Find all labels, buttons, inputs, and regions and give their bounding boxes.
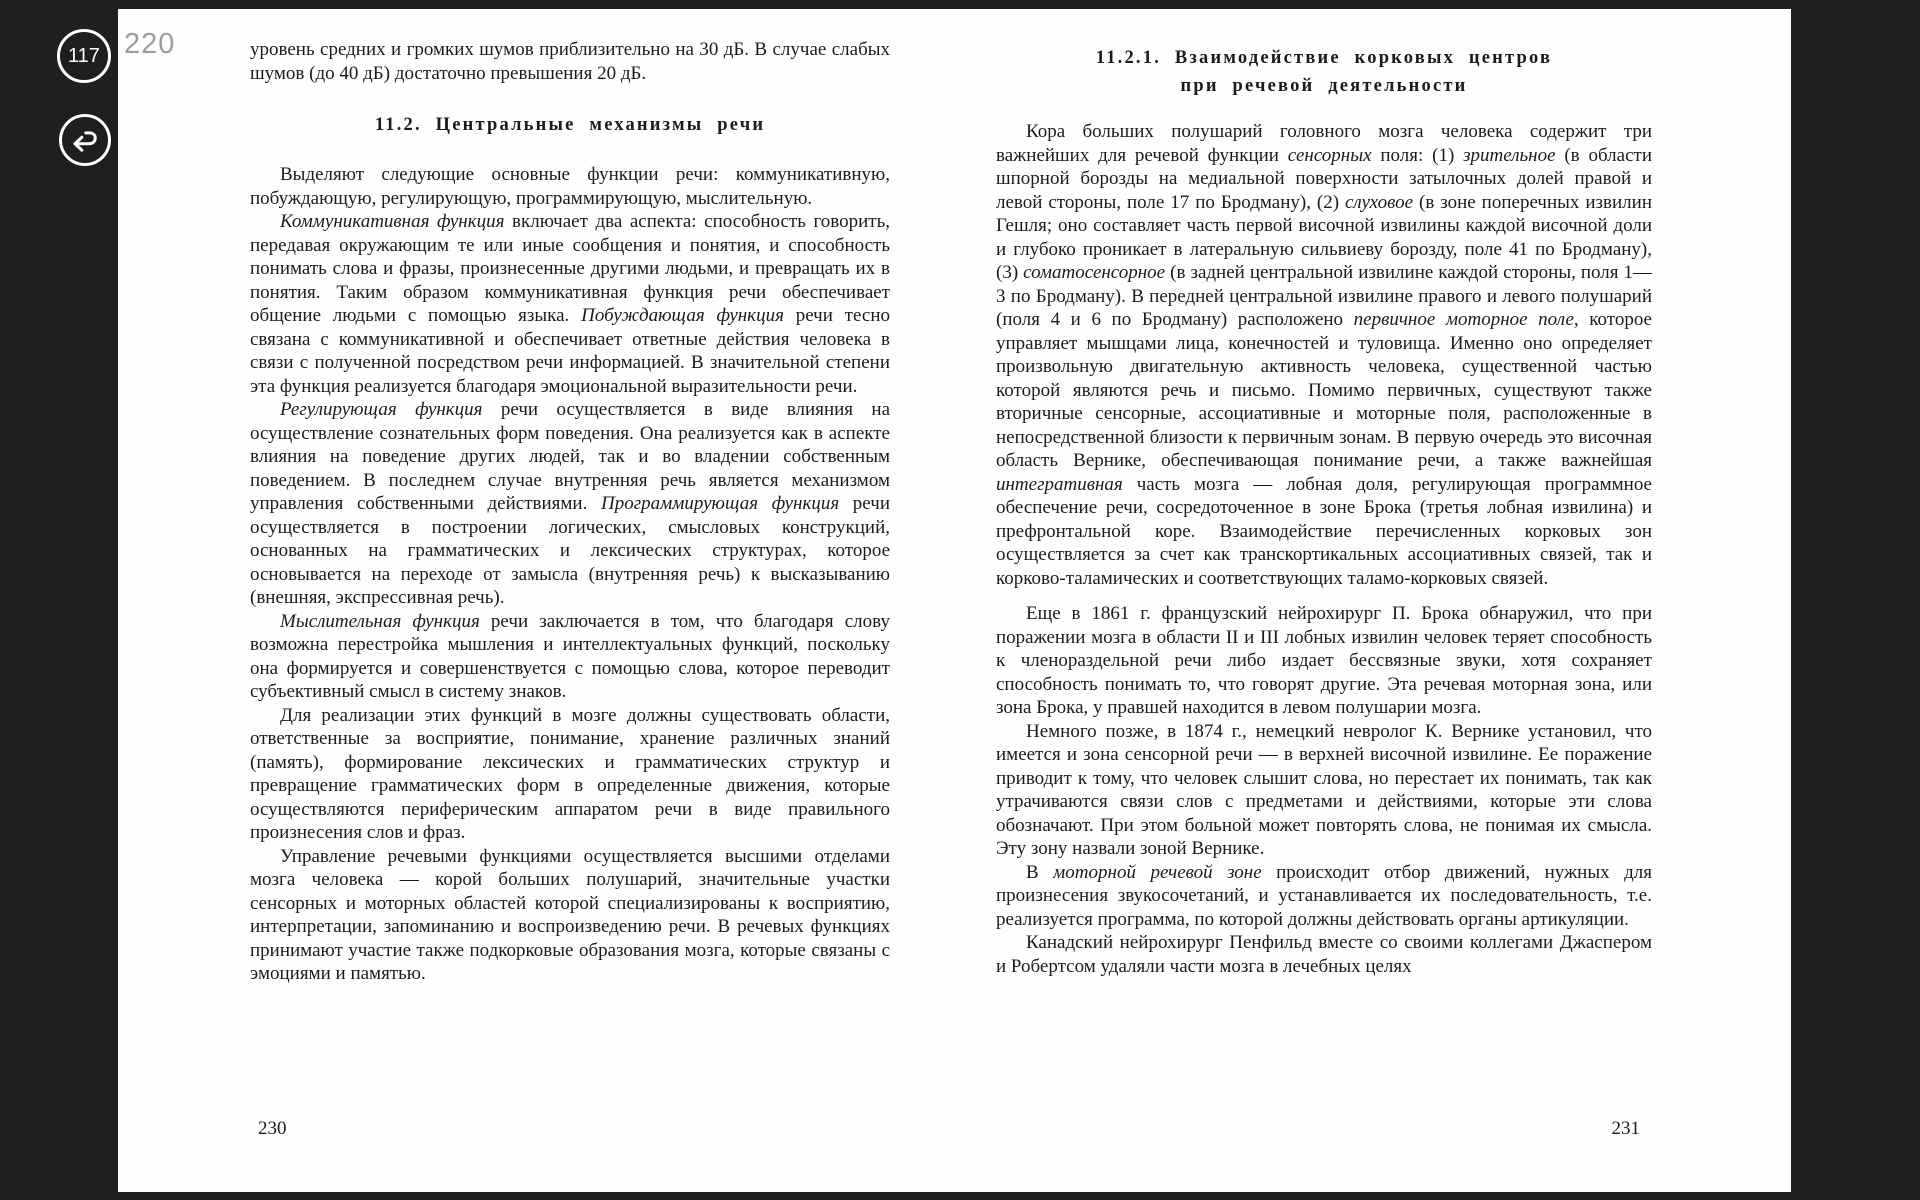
paragraph-italic-segment: интегративная (996, 473, 1123, 495)
paragraph (250, 704, 890, 845)
paragraph (250, 38, 890, 85)
left-page-text-column (250, 38, 890, 986)
paragraph-italic-segment: зрительное (1463, 144, 1556, 166)
paragraph-segment: речи осуществляется в виде влияния на осуществление сознательных форм поведения. Она реализуется как в аспекте влияния на поведение других людей, так и во владении собственным поведением. В последнем случае внутренняя речь является механизмом управления собственными действиями. (250, 399, 890, 514)
paragraph-italic-segment: моторной речевой зоне (1053, 861, 1262, 883)
section-heading-line: при речевой деятельности (1180, 76, 1468, 96)
paragraph (996, 120, 1652, 590)
right-page-text-column (996, 44, 1652, 978)
paragraph (250, 610, 890, 704)
paragraph (996, 602, 1652, 720)
paragraph-segment: часть мозга — лобная доля, регулирующая программное обеспечение речи, сосредоточенное в зоне Брока (третья лобная извилина) и префронтальной коре. Взаимодействие перечисленных корковых зон осуществляется за счет как транскортикальных ассоциативных связей, так и корково-таламических и соответствующих таламо-корковых связей. (996, 473, 1652, 589)
paragraph-segment: речи заключается в том, что благодаря слову возможна перестройка мышления и интеллектуальных функций, поскольку она формируется и совершенствуется с помощью слова, которое переводит субъективный смысл в систему знаков. (250, 610, 890, 702)
paragraph-segment: (в зоне поперечных извилин Гешля; оно составляет часть первой височной извилины каждой височной доли и глубоко проникает в латеральную сильвиеву борозду, поле 41 по Бродману), (3) (996, 191, 1652, 283)
paragraph-segment: Для реализации этих функций в мозге должны существовать области, ответственные за восприятие, понимание, хранение различных знаний (память), формирование лексических и грамматических структур и превращение грамматических форм в определенные движения, которые осуществляются периферическим аппаратом речи в виде правильного произнесения слов и фраз. (250, 704, 890, 843)
paragraph (996, 720, 1652, 861)
paragraph-italic-segment: Побуждающая функция (581, 305, 784, 326)
page-indicator-label: 117 (68, 44, 100, 67)
paragraph-segment: которое управляет мышцами лица, конечностей и туловища. Именно оно определяет произвольную двигательную активность человека, существенной частью которой являются речь и письмо. Помимо первичных, существуют также вторичные сенсорные, ассоциативные и моторные поля, расположенные в непосредственной близости к первичным зонам. В первую очередь это височная область Вернике, обеспечивающая понимание речи, а также важнейшая (996, 309, 1652, 471)
source-page-label: 220 (124, 28, 176, 60)
paragraph-segment: Кора больших полушарий головного мозга человека содержит три важнейших для речевой функции (996, 121, 1652, 166)
paragraph-segment: речи тесно связана с коммуникативной и обеспечивает ответные действия человека в связи с полученной посредством речи информацией. В значительной степени эта функция реализуется благодаря эмоциональной выразительности речи. (250, 305, 890, 397)
page-number-left: 230 (258, 1118, 287, 1139)
paragraph (250, 210, 890, 398)
paragraph-segment: (в области шпорной борозды на медиальной поверхности затылочных долей правой и левой стороны, поле 17 по Бродману), (2) (996, 144, 1653, 213)
page-indicator-badge[interactable] (57, 29, 111, 83)
paragraph-segment: речи осуществляется в построении логических, смысловых конструкций, основанных на грамматических и лексических структурах, которое основывается на переходе от замысла (внутренняя речь) к высказыванию (внешняя, экспрессивная речь). (250, 493, 890, 608)
section-heading-line: 11.2.1. Взаимодействие корковых центров (1095, 48, 1553, 68)
paragraph-italic-segment: Программирующая функция (600, 493, 840, 514)
paragraph-italic-segment: соматосенсорное (1023, 262, 1166, 283)
paragraph (996, 931, 1652, 978)
back-button[interactable] (59, 114, 111, 166)
page-number-right: 231 (1611, 1118, 1640, 1139)
paragraph-segment: Выделяют следующие основные функции речи: коммуникативную, побуждающую, регулирующую, программирующую, мыслительную. (250, 164, 890, 209)
paragraph-segment: Управление речевыми функциями осуществляется высшими отделами мозга человека — корой больших полушарий, значительные участки сенсорных и моторных областей которой специализированы к восприятию, интерпретации, запоминанию и воспроизведению речи. В речевых функциях принимают участие также подкорковые образования мозга, которые связаны с эмоциями и памятью. (250, 845, 890, 984)
paragraph-italic-segment: первичное моторное поле, (1353, 309, 1579, 330)
paragraph-segment: происходит отбор движений, нужных для произнесения звукосочетаний, и устанавливается их последовательность, т.е. реализуется программа, по которой должны действовать органы артикуляции. (996, 861, 1652, 930)
paragraph-segment: В (1026, 861, 1054, 883)
section-heading (250, 111, 890, 139)
paragraph-segment: уровень средних и громких шумов приблизительно на 30 дБ. В случае слабых шумов (до 40 дБ) достаточно превышения 20 дБ. (250, 39, 890, 84)
paragraph-italic-segment: Мыслительная функция (280, 610, 480, 632)
paragraph-italic-segment: сенсорных (1287, 144, 1372, 166)
paragraph (996, 861, 1652, 932)
paragraph-italic-segment: Регулирующая функция (280, 399, 483, 420)
paragraph-segment: Немного позже, в 1874 г., немецкий невролог К. Вернике установил, что имеется и зона сенсорной речи — в верхней височной извилине. Ее поражение приводит к тому, что человек слышит слова, но перестает их понимать, так как утрачиваются связи слов с предметами и действиями, которые эти слова обозначают. При этом больной может повторять слова, не понимая их смысла. Эту зону назвали зоной Вернике. (996, 720, 1652, 859)
paragraph-segment: поля: (1) (1371, 144, 1464, 166)
paragraph-segment: (в задней центральной извилине каждой стороны, поля 1—3 по Бродману). В передней центральной извилине правого и левого полушарий (поля 4 и 6 по Бродману) расположено (996, 262, 1652, 330)
section-heading-line: 11.2. Центральные механизмы речи (374, 115, 766, 135)
paragraph (250, 845, 890, 986)
paragraph-segment: включает два аспекта: способность говорить, передавая окружающим те или иные сообщения и понятия, и способность понимать слова и фразы, произнесенные другими людьми, и превращать их в понятия. Таким образом коммуникативная функция речи обеспечивает общение людьми с помощью языка. (250, 211, 890, 326)
section-heading (996, 44, 1652, 100)
paragraph (250, 163, 890, 210)
return-arrow-icon (70, 125, 100, 155)
paragraph-segment: Еще в 1861 г. французский нейрохирург П. Брока обнаружил, что при поражении мозга в области II и III лобных извилин человек теряет способность к членораздельной речи либо издает бессвязные звуки, хотя сохраняет способность понимать то, что говорят другие. Эта речевая моторная зона, или зона Брока, у правшей находится в левом полушарии мозга. (996, 603, 1652, 718)
paragraph-italic-segment: Коммуникативная функция (280, 211, 505, 232)
paragraph-italic-segment: слуховое (1345, 191, 1414, 213)
paragraph-segment: Канадский нейрохирург Пенфильд вместе со своими коллегами Джаспером и Робертсом удаляли части мозга в лечебных целях (996, 932, 1652, 977)
paragraph (250, 398, 890, 610)
